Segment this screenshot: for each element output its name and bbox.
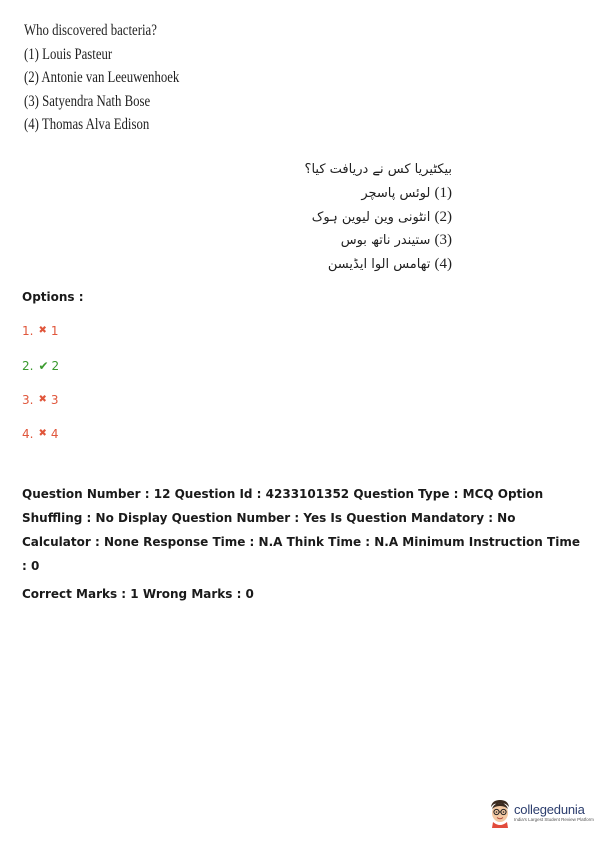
answer-option-value: 3 bbox=[50, 393, 59, 407]
collegedunia-logo bbox=[488, 798, 594, 828]
urdu-option-2 bbox=[305, 206, 452, 230]
answer-option-4 bbox=[22, 427, 58, 441]
answer-option-2 bbox=[22, 359, 59, 373]
urdu-option-number: (2) bbox=[434, 208, 452, 225]
answer-option-value: 4 bbox=[50, 427, 59, 441]
metadata-details: Question Number : 12 Question Id : 4233101352 Question Type : MCQ Option Shuffling : No Display Question Number : Yes Is Question Mandatory : No Calculator : None Response Time : N.A Think Time : N.A Minimum Instruction Time : 0 bbox=[22, 487, 580, 573]
urdu-option-text: تھامس الوا ایڈیسن bbox=[327, 257, 431, 273]
answer-option-number: 2. bbox=[22, 359, 34, 373]
question-option-4: (4) Thomas Alva Edison bbox=[24, 116, 150, 133]
brand-name: collegedunia bbox=[514, 802, 585, 817]
answer-option-1 bbox=[22, 324, 58, 338]
urdu-option-1 bbox=[305, 182, 452, 206]
answer-option-value: 2 bbox=[51, 359, 60, 373]
cross-icon: ✖ bbox=[38, 325, 47, 336]
question-option-1: (1) Louis Pasteur bbox=[24, 45, 113, 63]
urdu-option-text: انٹونی وین لیوین ہوک bbox=[311, 209, 431, 225]
urdu-option-number: (3) bbox=[434, 232, 452, 249]
answer-option-number: 4. bbox=[22, 427, 34, 441]
urdu-option-3 bbox=[305, 229, 452, 253]
question-urdu bbox=[305, 158, 452, 277]
answer-option-number: 3. bbox=[22, 393, 34, 407]
checkmark-icon: ✔ bbox=[38, 359, 49, 373]
brand-tagline: India's Largest Student Review Platform bbox=[514, 817, 594, 822]
cross-icon: ✖ bbox=[38, 428, 47, 439]
cross-icon: ✖ bbox=[38, 394, 47, 405]
urdu-question-text: بیکٹیریا کس نے دریافت کیا؟ bbox=[304, 162, 452, 177]
options-heading: Options : bbox=[22, 290, 84, 304]
answer-option-value: 1 bbox=[50, 324, 59, 338]
question-option-3: (3) Satyendra Nath Bose bbox=[24, 92, 151, 110]
marks-info: Correct Marks : 1 Wrong Marks : 0 bbox=[22, 587, 254, 601]
answer-option-number: 1. bbox=[22, 324, 34, 338]
question-text: Who discovered bacteria? bbox=[24, 22, 157, 39]
urdu-option-4 bbox=[305, 253, 452, 277]
mascot-face-icon bbox=[488, 798, 512, 828]
urdu-option-number: (4) bbox=[434, 256, 452, 273]
logo-text bbox=[514, 803, 594, 823]
urdu-option-number: (1) bbox=[434, 184, 452, 201]
urdu-option-text: لوئس پاسچر bbox=[361, 185, 431, 201]
question-english bbox=[24, 19, 179, 137]
answer-option-3 bbox=[22, 393, 58, 407]
question-metadata bbox=[22, 482, 582, 606]
urdu-option-text: ستیندر ناتھ بوس bbox=[340, 233, 431, 249]
question-option-2: (2) Antonie van Leeuwenhoek bbox=[24, 69, 180, 86]
